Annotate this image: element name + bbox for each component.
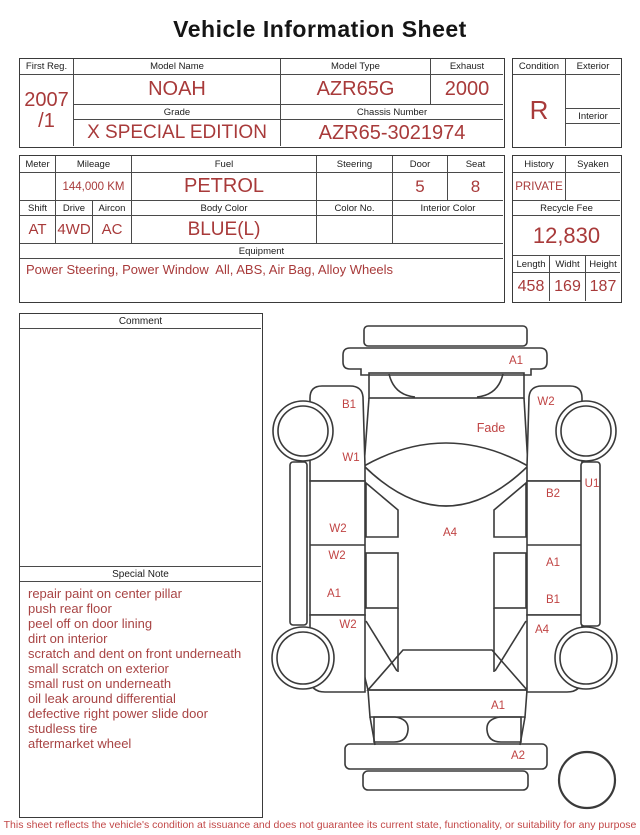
special-note-item: peel off on door lining bbox=[28, 616, 153, 631]
mileage-value: 144,000 KM bbox=[56, 173, 132, 201]
damage-code-a1: A1 bbox=[326, 588, 342, 600]
comment-box bbox=[19, 313, 263, 818]
model-type-value: AZR65G bbox=[281, 75, 431, 105]
damage-code-a2: A2 bbox=[510, 750, 526, 762]
fuel-value: PETROL bbox=[132, 173, 317, 201]
car-outline bbox=[272, 326, 617, 808]
syaken-label: Syaken bbox=[566, 156, 620, 173]
equipment-label: Equipment bbox=[20, 244, 503, 259]
special-note-item: dirt on interior bbox=[28, 631, 108, 646]
exterior-label: Exterior bbox=[566, 59, 620, 75]
special-note-item: scratch and dent on front underneath bbox=[28, 646, 242, 661]
height-value: 187 bbox=[589, 278, 617, 295]
comment-label: Comment bbox=[20, 314, 261, 329]
special-note-item: aftermarket wheel bbox=[28, 736, 132, 751]
door-value: 5 bbox=[393, 173, 448, 201]
history-value: PRIVATE bbox=[513, 173, 566, 201]
interior-value bbox=[566, 124, 620, 146]
comment-area bbox=[20, 329, 261, 567]
shift-value: AT bbox=[20, 216, 56, 244]
first-reg-value: 2007 /1 bbox=[20, 75, 74, 146]
special-note-item: push rear floor bbox=[28, 601, 112, 616]
damage-code-a4: A4 bbox=[442, 527, 458, 539]
recycle-fee-value: 12,830 bbox=[513, 216, 620, 256]
damage-code-a4: A4 bbox=[534, 624, 550, 636]
chassis-number-value: AZR65-3021974 bbox=[318, 121, 466, 144]
disclaimer-text: This sheet reflects the vehicle's condition at issuance and does not guarantee its current state, functionality, or suitability for any purpose bbox=[3, 819, 637, 831]
damage-code-fade: Fade bbox=[476, 421, 506, 435]
fuel-label: Fuel bbox=[132, 156, 317, 173]
damage-code-a1: A1 bbox=[545, 557, 561, 569]
damage-code-b2: B2 bbox=[545, 488, 561, 500]
special-note-item: oil leak around differential bbox=[28, 691, 176, 706]
grade-label: Grade bbox=[74, 105, 281, 120]
special-note-item: repair paint on center pillar bbox=[28, 586, 182, 601]
grade-value: X SPECIAL EDITION bbox=[74, 120, 281, 146]
damage-code-w2: W2 bbox=[537, 396, 555, 408]
damage-code-w2: W2 bbox=[328, 550, 346, 562]
damage-code-b1: B1 bbox=[545, 594, 561, 606]
width-value: 169 bbox=[550, 273, 586, 301]
model-name-value: NOAH bbox=[74, 75, 281, 105]
damage-code-u1: U1 bbox=[584, 478, 600, 490]
seat-value: 8 bbox=[448, 173, 503, 201]
specs-table bbox=[19, 155, 505, 303]
condition-table bbox=[512, 58, 622, 148]
body-color-value: BLUE(L) bbox=[132, 216, 317, 244]
page-title: Vehicle Information Sheet bbox=[173, 16, 467, 42]
syaken-value bbox=[566, 173, 620, 201]
damage-code-w1: W1 bbox=[342, 452, 360, 464]
chassis-number-label: Chassis Number bbox=[281, 105, 503, 120]
steering-label: Steering bbox=[317, 156, 393, 173]
color-no-value bbox=[317, 216, 393, 244]
damage-code-b1: B1 bbox=[341, 399, 357, 411]
exhaust-value: 2000 bbox=[431, 75, 503, 105]
damage-code-a1: A1 bbox=[508, 355, 524, 367]
width-label: Widht bbox=[550, 256, 586, 273]
length-label: Length bbox=[513, 256, 550, 273]
length-value: 458 bbox=[513, 273, 550, 301]
exhaust-label: Exhaust bbox=[431, 59, 503, 75]
special-note-item: small scratch on exterior bbox=[28, 661, 169, 676]
damage-code-w2: W2 bbox=[329, 523, 347, 535]
drive-label: Drive bbox=[56, 201, 93, 216]
height-label: Height bbox=[586, 256, 620, 273]
mileage-label: Mileage bbox=[56, 156, 132, 173]
special-note-item: defective right power slide door bbox=[28, 706, 208, 721]
recycle-fee-label: Recycle Fee bbox=[513, 201, 620, 216]
meter-label: Meter bbox=[20, 156, 56, 173]
body-color-label: Body Color bbox=[132, 201, 317, 216]
history-label: History bbox=[513, 156, 566, 173]
damage-code-a1: A1 bbox=[490, 700, 506, 712]
condition-value: R bbox=[513, 75, 566, 146]
drive-value: 4WD bbox=[56, 216, 93, 244]
equipment-value: Power Steering, Power Window All, ABS, Air Bag, Alloy Wheels bbox=[26, 262, 394, 277]
door-label: Door bbox=[393, 156, 448, 173]
car-diagram bbox=[270, 316, 630, 818]
interior-color-label: Interior Color bbox=[393, 201, 503, 216]
special-note-label: Special Note bbox=[20, 567, 261, 582]
interior-color-value bbox=[393, 216, 503, 244]
special-note-item: small rust on underneath bbox=[28, 676, 172, 691]
meter-value bbox=[20, 173, 56, 201]
color-no-label: Color No. bbox=[317, 201, 393, 216]
special-note-list bbox=[20, 582, 261, 816]
model-name-label: Model Name bbox=[74, 59, 281, 75]
shift-label: Shift bbox=[20, 201, 56, 216]
condition-label: Condition bbox=[513, 59, 566, 75]
interior-label: Interior bbox=[566, 109, 620, 124]
first-reg-label: First Reg. bbox=[20, 59, 74, 75]
identity-table bbox=[19, 58, 505, 148]
aircon-label: Aircon bbox=[93, 201, 132, 216]
aircon-value: AC bbox=[93, 216, 132, 244]
damage-code-w2: W2 bbox=[339, 619, 357, 631]
history-panel bbox=[512, 155, 622, 303]
special-note-item: studless tire bbox=[28, 721, 98, 736]
seat-label: Seat bbox=[448, 156, 503, 173]
model-type-label: Model Type bbox=[281, 59, 431, 75]
steering-value bbox=[317, 173, 393, 201]
exterior-value bbox=[566, 75, 620, 109]
